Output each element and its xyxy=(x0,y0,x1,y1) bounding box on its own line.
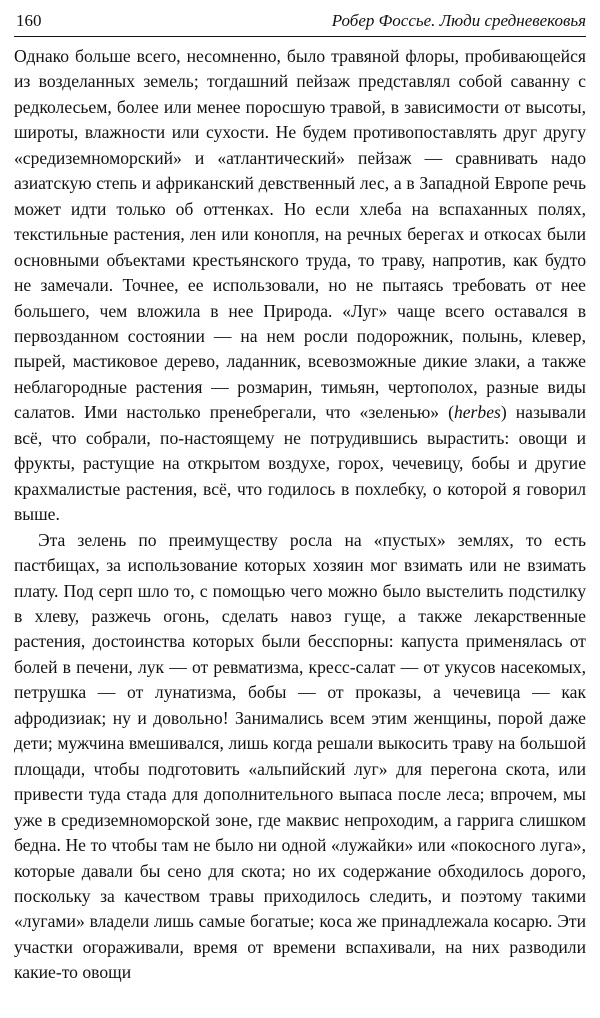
italic-term: herbes xyxy=(453,402,501,423)
paragraph-1-text-a: Однако больше всего, несомненно, было травяной флоры, пробивающейся из возделанных земель; тогдашний пейзаж представлял собой саванну с редколесьем, более или менее поросшую травой, в зависимости от высоты, широты, влажности или сухости. Не будем противопоставлять друг другу «средиземноморский» и «атлантический» пейзаж — сравнивать надо азиатскую степь и африканский девственный лес, а в Западной Европе речь может идти только об оттенках. Но если хлеба на вспаханных полях, текстильные растения, лен или конопля, на речных берегах и откосах были основными объектами крестьянского труда, то траву, напротив, как будто не замечали. Точнее, ее использовали, но не пытаясь требовать от нее большего, чем вложила в нее Природа. «Луг» чаще всего оставался в первозданном состоянии — на нем росли подорожник, полынь, клевер, пырей, мастиковое дерево, ладанник, всевозможные дикие злаки, а также неблагородные растения — розмарин, тимьян, чертополох, разные виды салатов. Ими настолько пренебрегали, что «зеленью» ( xyxy=(14,46,586,423)
paragraph-1 xyxy=(14,44,586,528)
book-page xyxy=(14,8,586,986)
body-text xyxy=(14,44,586,986)
running-head xyxy=(14,8,586,34)
running-title: Робер Фоссье. Люди средневековья xyxy=(331,11,586,30)
page-number: 160 xyxy=(16,11,42,30)
paragraph-1-text-b: ) называли всё, что собрали, по-настоящему не потрудившись вырастить: овощи и фрукты, растущие на открытом воздухе, горох, чечевицу, бобы и другие крахмалистые растения, всё, что годилось в похлебку, о которой я говорил выше. xyxy=(14,402,586,525)
header-divider xyxy=(14,36,586,37)
paragraph-2: Эта зелень по преимуществу росла на «пустых» землях, то есть пастбищах, за использование которых хозяин мог взимать или не взимать плату. Под серп шло то, с помощью чего можно было выстелить подстилку в хлеву, разжечь огонь, сделать навоз гуще, а также лекарственные растения, достоинства которых были бесспорны: капуста применялась от болей в печени, лук — от ревматизма, кресс-салат — от укусов насекомых, петрушка — от лунатизма, бобы — от проказы, а чечевица — как афродизиак; ну и довольно! Занимались всем этим женщины, порой даже дети; мужчина вмешивался, лишь когда решали выкосить траву на большой площади, чтобы подготовить «альпийский луг» для перегона скота, или привести туда стада для дополнительного выпаса после леса; впрочем, мы уже в средиземноморской зоне, где маквис непроходим, а гаррига слишком бедна. Не то чтобы там не было ни одной «лужайки» или «покосного луга», которые давали бы сено для скота; но их содержание обходилось дорого, поскольку за качеством травы приходилось следить, и поэтому такими «лугами» владели лишь самые богатые; коса же принадлежала косарю. Эти участки огораживали, время от времени вспахивали, на них разводили какие-то овощи xyxy=(14,529,586,983)
